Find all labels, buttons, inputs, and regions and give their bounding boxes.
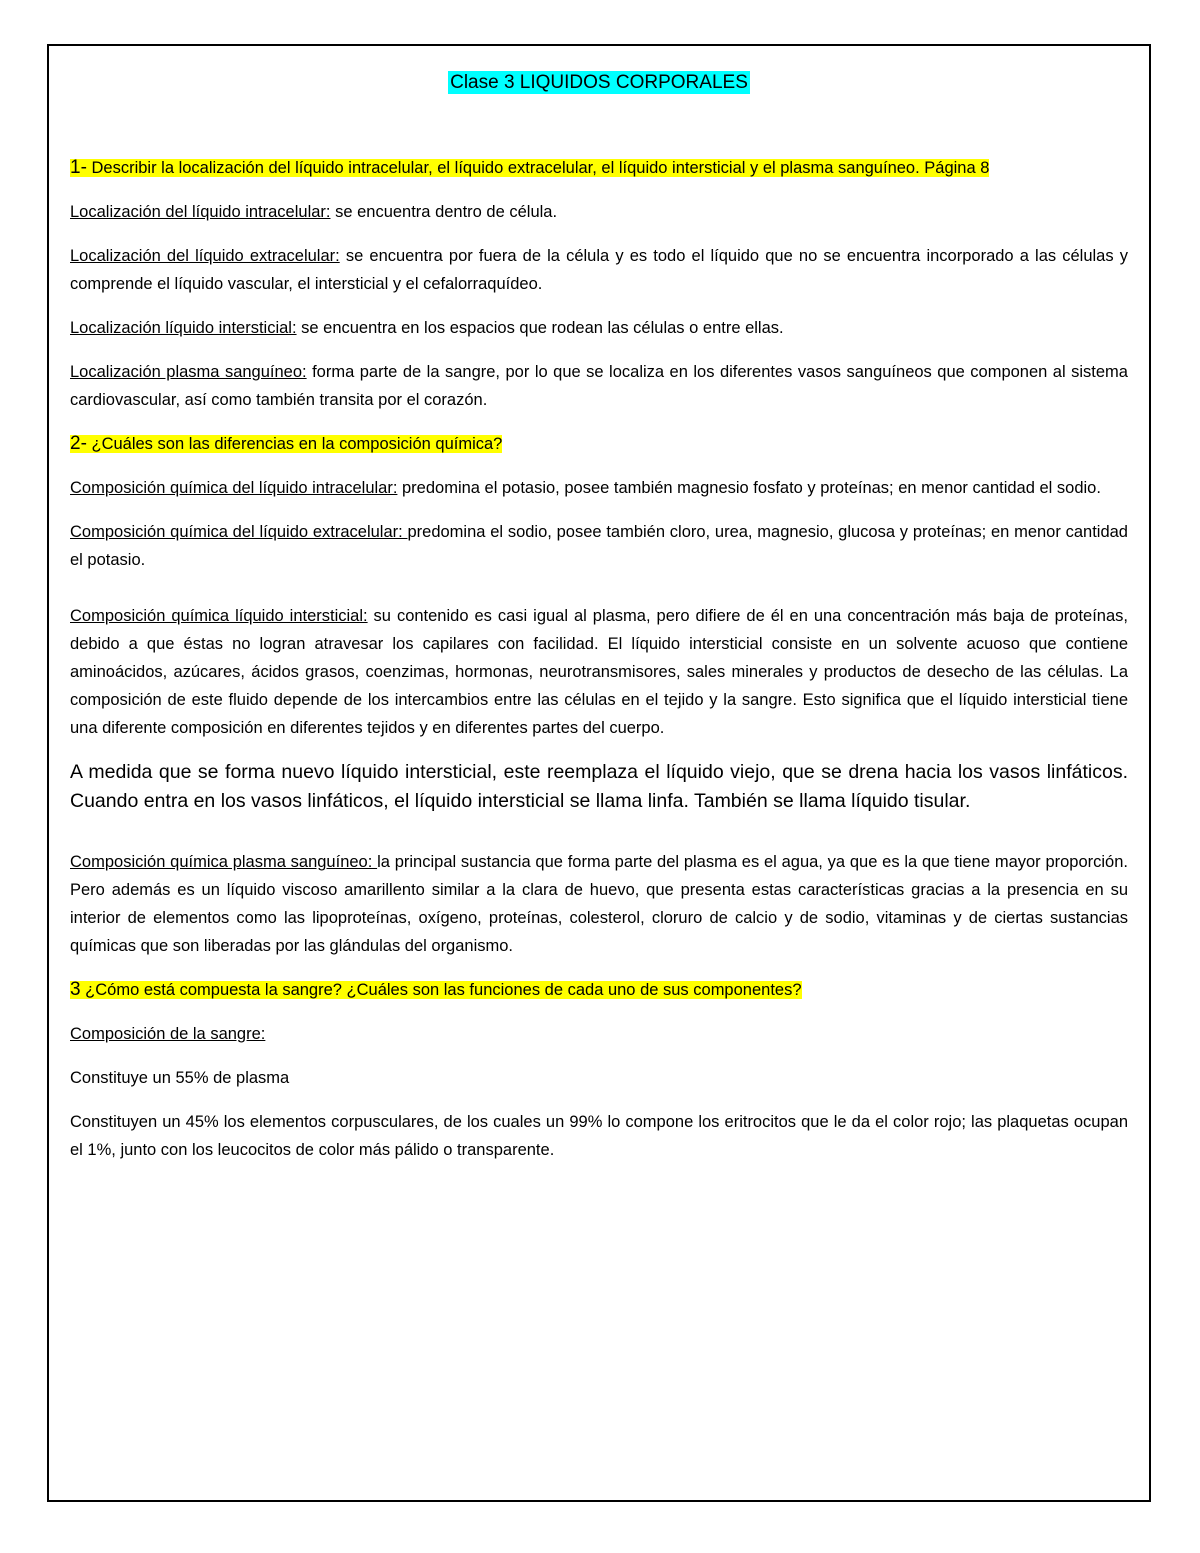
question-2-number: 2- xyxy=(70,433,87,454)
paragraph-plasma-pct: Constituye un 55% de plasma xyxy=(70,1069,290,1087)
label-comp-intracelular: Composición química del líquido intracelular: xyxy=(70,479,398,497)
paragraph-loc-intracelular: Localización del líquido intracelular: se encuentra dentro de célula. xyxy=(70,203,558,221)
label-loc-intracelular: Localización del líquido intracelular: xyxy=(70,203,331,221)
document-body xyxy=(70,70,1128,1180)
document-title xyxy=(70,70,1128,96)
label-comp-extracelular: Composición química del líquido extracelular: xyxy=(70,523,408,541)
label-comp-intersticial: Composición química líquido intersticial: xyxy=(70,607,368,625)
label-comp-plasma: Composición química plasma sanguíneo: xyxy=(70,853,378,871)
paragraph-composicion-sangre xyxy=(70,1020,1128,1048)
paragraph-loc-intersticial: Localización líquido intersticial: se encuentra en los espacios que rodean las células o entre ellas. xyxy=(70,319,784,337)
label-composicion-sangre: Composición de la sangre: xyxy=(70,1025,266,1043)
label-loc-extracelular: Localización del líquido extracelular: xyxy=(70,247,340,265)
question-2-text: ¿Cuáles son las diferencias en la composición química? xyxy=(86,435,503,453)
question-1 xyxy=(70,154,1128,182)
label-loc-intersticial: Localización líquido intersticial: xyxy=(70,319,297,337)
question-2 xyxy=(70,430,1128,458)
paragraph-linfa: A medida que se forma nuevo líquido intersticial, este reemplaza el líquido viejo, que se drena hacia los vasos linfáticos. Cuando entra en los vasos linfáticos, el líquido intersticial se llama linfa. También se llama líquido tisular. xyxy=(70,761,1128,812)
question-1-text: Describir la localización del líquido intracelular, el líquido extracelular, el líquido intersticial y el plasma sanguíneo. Página 8 xyxy=(86,159,990,177)
question-3 xyxy=(70,976,1128,1004)
paragraph-comp-intracelular: Composición química del líquido intracelular: predomina el potasio, posee también magnesio fosfato y proteínas; en menor cantidad el sodio. xyxy=(70,479,1101,497)
question-3-text: ¿Cómo está compuesta la sangre? ¿Cuáles son las funciones de cada uno de sus componentes? xyxy=(80,981,802,999)
paragraph-comp-extracelular: Composición química del líquido extracelular: predomina el sodio, posee también cloro, urea, magnesio, glucosa y proteínas; en menor cantidad el potasio. xyxy=(70,523,1128,569)
paragraph-loc-extracelular: Localización del líquido extracelular: se encuentra por fuera de la célula y es todo el líquido que no se encuentra incorporado a las células y comprende el líquido vascular, el intersticial y el cefalorraquídeo. xyxy=(70,247,1128,293)
paragraph-elementos: Constituyen un 45% los elementos corpusculares, de los cuales un 99% lo compone los eritrocitos que le da el color rojo; las plaquetas ocupan el 1%, junto con los leucocitos de color más pálido o transparente. xyxy=(70,1113,1128,1159)
paragraph-comp-plasma: Composición química plasma sanguíneo: la principal sustancia que forma parte del plasma es el agua, ya que es la que tiene mayor proporción. Pero además es un líquido viscoso amarillento similar a la clara de huevo, que presenta estas características gracias a la presencia en su interior de elementos como las lipoproteínas, oxígeno, proteínas, colesterol, cloruro de calcio y de sodio, vitaminas y de ciertas sustancias químicas que son liberadas por las glándulas del organismo. xyxy=(70,853,1128,955)
question-1-number: 1- xyxy=(70,157,87,178)
title-text: Clase 3 LIQUIDOS CORPORALES xyxy=(450,72,748,93)
question-3-number: 3 xyxy=(70,979,81,1000)
paragraph-loc-plasma: Localización plasma sanguíneo: forma parte de la sangre, por lo que se localiza en los diferentes vasos sanguíneos que componen al sistema cardiovascular, así como también transita por el corazón. xyxy=(70,363,1128,409)
label-loc-plasma: Localización plasma sanguíneo: xyxy=(70,363,307,381)
paragraph-comp-intersticial: Composición química líquido intersticial: su contenido es casi igual al plasma, pero difiere de él en una concentración más baja de proteínas, debido a que éstas no logran atravesar los capilares con facilidad. El líquido intersticial consiste en un solvente acuoso que contiene aminoácidos, azúcares, ácidos grasos, coenzimas, hormonas, neurotransmisores, sales minerales y productos de desecho de las células. La composición de este fluido depende de los intercambios entre las células en el tejido y la sangre. Esto significa que el líquido intersticial tiene una diferente composición en diferentes tejidos y en diferentes partes del cuerpo. xyxy=(70,607,1128,737)
